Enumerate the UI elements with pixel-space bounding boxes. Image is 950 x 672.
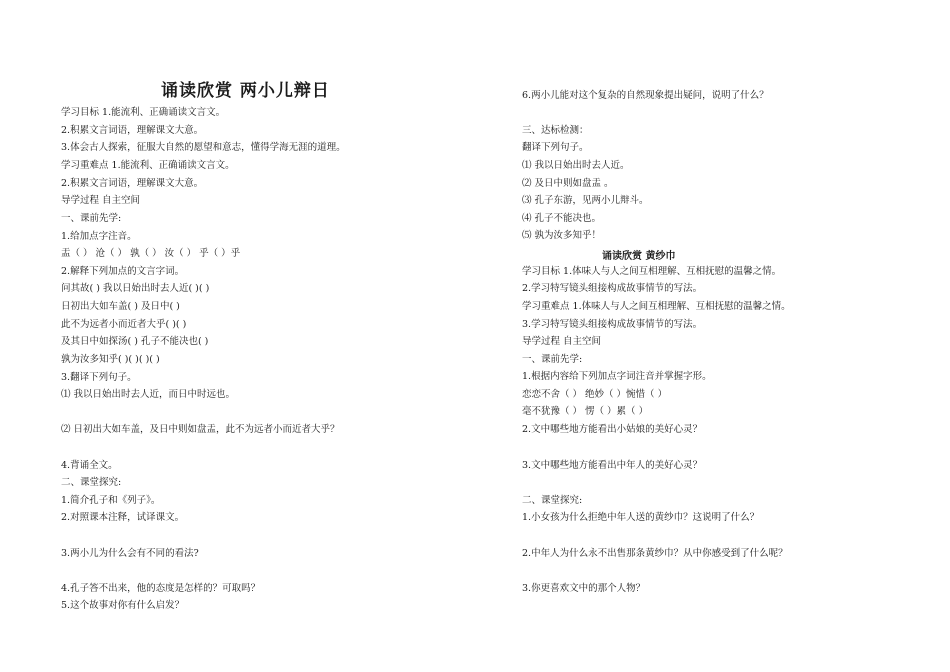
text-line: 毫不犹豫（ ） 愣（ ）累（ ） xyxy=(522,406,649,417)
text-line: 二、课堂探究: xyxy=(61,477,122,488)
text-line: 2.积累文言词语，理解课文大意。 xyxy=(61,178,204,189)
text-line: ⑵ 日初出大如车盖，及日中则如盘盂，此不为远者小而近者大乎？ xyxy=(61,424,340,435)
text-line: 2.解释下列加点的文言字词。 xyxy=(61,266,185,277)
text-line: 3.你更喜欢文中的那个人物？ xyxy=(522,583,646,594)
text-line: 3.翻译下列句子。 xyxy=(61,372,137,383)
text-line: 二、课堂探究: xyxy=(522,495,583,506)
text-line: 学习重难点 1.能流利、正确诵读文言文。 xyxy=(61,160,235,171)
lesson-title: 诵读欣赏 黄纱巾 xyxy=(602,251,676,262)
text-line: 及其日中如探汤( ) 孔子不能决也( ) xyxy=(61,336,209,347)
text-line: 学习重难点 1.体味人与人之间互相理解、互相抚慰的温馨之情。 xyxy=(522,301,791,312)
text-line: 1.简介孔子和《列子》。 xyxy=(61,495,161,506)
text-line: ⑶ 孔子东游，见两小儿辩斗。 xyxy=(522,195,649,206)
text-line: 孰为汝多知乎( )( )( )( ) xyxy=(61,354,160,365)
text-line: 盂（ ） 沧（ ） 孰（ ） 汝（ ） 乎（ ）乎 xyxy=(61,248,241,259)
text-line: 1.小女孩为什么拒绝中年人送的黄纱巾？这说明了什么？ xyxy=(522,512,760,523)
text-line: 5.这个故事对你有什么启发？ xyxy=(61,600,185,611)
text-line: 4.背诵全文。 xyxy=(61,460,118,471)
text-line: ⑵ 及日中则如盘盂 。 xyxy=(522,178,614,189)
text-line: 翻译下列句子。 xyxy=(522,142,589,153)
text-line: 恋恋不舍（ ） 绝妙（ ）惋惜（ ） xyxy=(522,389,668,400)
text-line: ⑷ 孔子不能决也。 xyxy=(522,213,602,224)
text-line: 此不为远者小而近者大乎( )( ) xyxy=(61,319,187,330)
text-line: 导学过程 自主空间 xyxy=(61,195,141,206)
text-line: ⑴ 我以日始出时去人近，而日中时远也。 xyxy=(61,389,236,400)
text-line: 1.给加点字注音。 xyxy=(61,231,137,242)
text-line: 3.两小儿为什么会有不同的看法? xyxy=(61,548,199,559)
text-line: 3.体会古人探索，征服大自然的愿望和意志，懂得学海无涯的道理。 xyxy=(61,142,346,153)
text-line: 一、课前先学: xyxy=(61,213,122,224)
text-line: 学习目标 1.能流利、正确诵读文言文。 xyxy=(61,107,226,118)
text-line: 2.中年人为什么永不出售那条黄纱巾？从中你感受到了什么呢？ xyxy=(522,548,788,559)
text-line: ⑸ 孰为汝多知乎！ xyxy=(522,230,602,241)
text-line: 2.文中哪些地方能看出小姑娘的美好心灵？ xyxy=(522,424,703,435)
text-line: 导学过程 自主空间 xyxy=(522,336,602,347)
text-line: 4.孔子答不出来，他的态度是怎样的？可取吗？ xyxy=(61,583,261,594)
text-line: 1.根据内容给下列加点字词注音并掌握字形。 xyxy=(522,371,712,382)
text-line: 问其故( ) 我以日始出时去人近( )( ) xyxy=(61,283,210,294)
text-line: 学习目标 1.体味人与人之间互相理解、互相抚慰的温馨之情。 xyxy=(522,266,782,277)
text-line: 三、达标检测： xyxy=(522,125,589,136)
text-line: 日初出大如车盖( ) 及日中( ) xyxy=(61,301,180,312)
text-line: 2.积累文言词语，理解课文大意。 xyxy=(61,125,204,136)
text-line: 3.学习特写镜头组接构成故事情节的写法。 xyxy=(522,319,703,330)
text-line: 2.学习特写镜头组接构成故事情节的写法。 xyxy=(522,283,703,294)
text-line: 一、课前先学: xyxy=(522,354,583,365)
text-line: ⑴ 我以日始出时去人近。 xyxy=(522,160,630,171)
text-line: 2.对照课本注释，试译课文。 xyxy=(61,512,185,523)
lesson-title: 诵读欣赏 两小儿辩日 xyxy=(161,81,330,101)
text-line: 3.文中哪些地方能看出中年人的美好心灵？ xyxy=(522,460,703,471)
text-line: 6.两小儿能对这个复杂的自然现象提出疑问，说明了什么？ xyxy=(522,90,769,101)
